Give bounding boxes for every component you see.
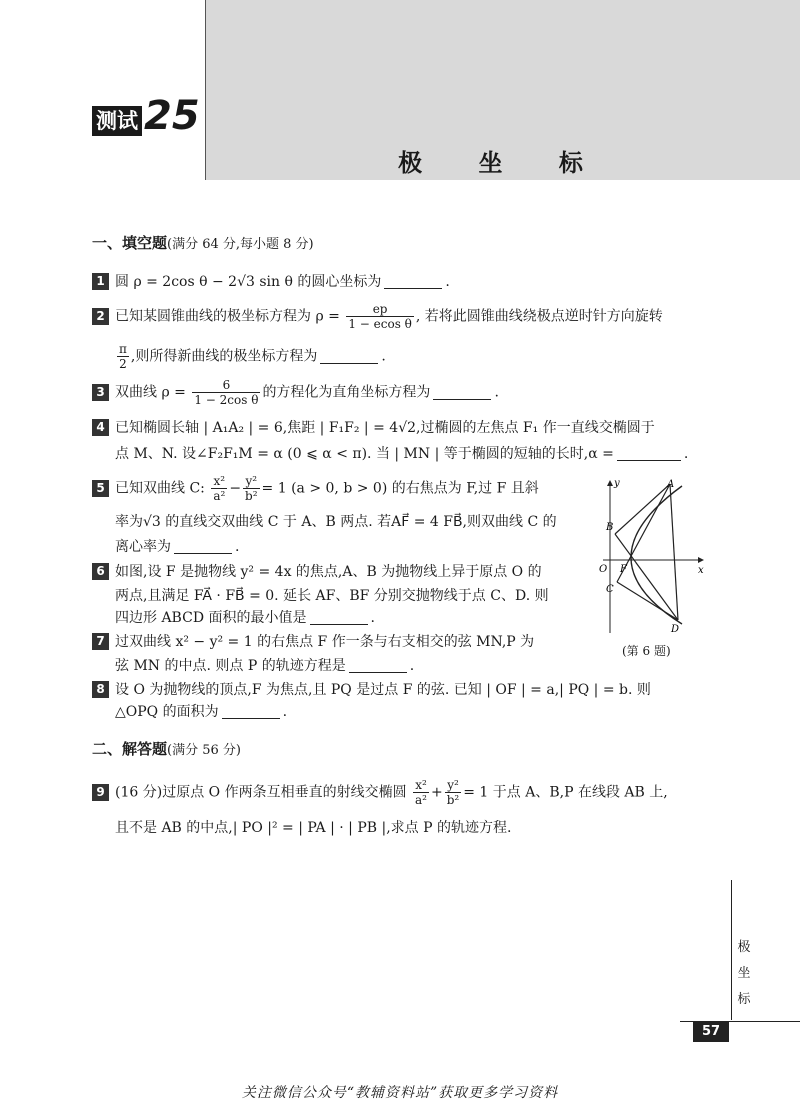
punct: .	[370, 610, 375, 626]
test-number: 25	[144, 93, 200, 139]
question-text: 设 O 为抛物线的顶点,F 为焦点,且 PQ 是过点 F 的弦. 已知 | OF | = a,| PQ | = b. 则	[115, 682, 651, 698]
punct: .	[282, 704, 288, 720]
answer-blank[interactable]	[320, 349, 378, 364]
label-F: F	[620, 564, 627, 575]
sidebar-char: 极	[737, 940, 751, 955]
frac-num: y²	[445, 778, 462, 793]
fraction	[346, 302, 414, 331]
question-4	[92, 418, 655, 438]
fraction	[445, 778, 462, 807]
question-text: 且不是 AB 的中点,| PO |² = | PA | · | PB |,求点 P 的轨迹方程.	[115, 820, 512, 836]
question-1	[92, 272, 450, 292]
question-number: 5	[92, 480, 109, 497]
question-text: 两点,且满足 FA⃗ · FB⃗ = 0. 延长 AF、BF 分别交抛物线于点 C、D. 则	[115, 588, 549, 604]
question-text: 率为√3 的直线交双曲线 C 于 A、B 两点. 若AF⃗ = 4 FB⃗,则双曲线 C 的	[115, 514, 557, 530]
punct: .	[235, 539, 240, 555]
label-C: C	[606, 584, 614, 595]
figure-caption: (第 6 题)	[622, 644, 671, 658]
section1-note: (满分 64 分,每小题 8 分)	[167, 237, 314, 252]
fraction	[117, 342, 129, 371]
frac-den: b²	[446, 793, 460, 807]
punct: .	[683, 446, 689, 462]
fraction	[192, 378, 260, 407]
section2-title: 二、解答题	[92, 740, 168, 758]
sidebar-char: 标	[737, 992, 751, 1007]
question-number: 3	[92, 384, 109, 401]
page-title: 极 坐 标	[398, 149, 607, 177]
answer-blank[interactable]	[384, 274, 442, 289]
question-text: 已知椭圆长轴 | A₁A₂ | = 6,焦距 | F₁F₂ | = 4√2,过椭圆的左焦点 F₁ 作一直线交椭圆于	[115, 420, 655, 436]
question-text: 已知双曲线 C:	[115, 480, 205, 497]
fraction	[243, 474, 260, 503]
question-6-line3	[115, 608, 375, 628]
parabola-figure	[598, 478, 708, 638]
frac-den: b²	[245, 489, 258, 503]
question-text: ,则所得新曲线的极坐标方程为	[130, 348, 318, 365]
x-axis-arrow	[698, 557, 704, 563]
question-number: 6	[92, 563, 109, 580]
frac-den: 2	[119, 357, 127, 371]
sidebar-tag	[733, 935, 755, 1013]
fraction	[413, 778, 429, 807]
question-text: 圆 ρ = 2cos θ − 2√3 sin θ 的圆心坐标为	[115, 274, 382, 290]
question-2	[92, 302, 663, 331]
test-label	[92, 93, 200, 139]
question-text: , 若将此圆锥曲线绕极点逆时针方向旋转	[415, 308, 663, 325]
frac-num: y²	[243, 474, 260, 489]
question-text: 离心率为	[115, 539, 171, 555]
question-8-line2	[115, 702, 287, 722]
question-text: = 1 (a > 0, b > 0) 的右焦点为 F,过 F 且斜	[261, 480, 539, 497]
question-9-line2	[115, 818, 511, 838]
frac-num: x²	[211, 474, 227, 489]
question-text: △OPQ 的面积为	[115, 704, 219, 720]
question-6-line2	[115, 586, 549, 606]
frac-num: π	[119, 342, 127, 356]
frac-den: 1 − ecos θ	[348, 317, 412, 331]
sidebar-char: 坐	[737, 966, 751, 981]
punct: .	[381, 348, 386, 365]
frac-den: a²	[415, 793, 427, 807]
question-text: 已知某圆锥曲线的极坐标方程为 ρ =	[115, 308, 340, 325]
fraction	[211, 474, 227, 503]
label-B: B	[606, 522, 614, 533]
question-number: 8	[92, 681, 109, 698]
question-6	[92, 562, 542, 582]
section1-title: 一、填空题	[92, 234, 168, 252]
frac-num: 6	[192, 378, 260, 393]
question-text: 点 M、N. 设∠F₂F₁M = α (0 ⩽ α < π). 当 | MN | 等于椭圆的短轴的长时,α =	[115, 446, 614, 462]
question-text: 如图,设 F 是抛物线 y² = 4x 的焦点,A、B 为抛物线上异于原点 O 的	[115, 564, 542, 580]
question-text: 四边形 ABCD 面积的最小值是	[115, 610, 307, 626]
question-7	[92, 632, 534, 652]
frac-num: ep	[346, 302, 414, 317]
footer-note: 关注微信公众号“教辅资料站”获取更多学习资料	[241, 1085, 559, 1101]
question-number: 4	[92, 419, 109, 436]
question-7-line2	[115, 656, 414, 676]
frac-num: x²	[413, 778, 429, 793]
operator: +	[431, 784, 443, 801]
page-number: 57	[693, 1022, 729, 1042]
y-axis-arrow	[607, 480, 613, 486]
answer-blank[interactable]	[222, 704, 280, 719]
answer-blank[interactable]	[174, 539, 232, 554]
frac-den: a²	[213, 489, 226, 503]
label-D: D	[671, 624, 680, 635]
punct: .	[494, 384, 499, 401]
question-5-line3	[115, 537, 239, 557]
side-CD	[617, 582, 678, 620]
operator: −	[229, 480, 242, 497]
question-9	[92, 778, 668, 807]
question-text: 弦 MN 的中点. 则点 P 的轨迹方程是	[115, 658, 346, 674]
sidebar-rule	[731, 880, 732, 1020]
punct: .	[445, 274, 450, 290]
chord-BD	[615, 534, 678, 620]
label-O: O	[599, 564, 608, 575]
answer-blank[interactable]	[310, 610, 368, 625]
question-3	[92, 378, 499, 407]
question-number: 1	[92, 273, 109, 290]
label-y: y	[614, 478, 620, 489]
question-text: (16 分)过原点 O 作两条互相垂直的射线交椭圆	[115, 784, 407, 801]
question-2-line2	[115, 342, 386, 371]
question-4-line2	[115, 444, 688, 464]
side-AB	[615, 484, 670, 534]
label-A: A	[667, 479, 675, 490]
test-word: 测试	[92, 106, 142, 136]
question-text: 双曲线 ρ =	[115, 384, 186, 401]
question-5-line2	[115, 512, 557, 532]
answer-blank[interactable]	[433, 385, 491, 400]
label-x: x	[698, 565, 704, 576]
section2-note: (满分 56 分)	[167, 743, 241, 758]
punct: .	[409, 658, 415, 674]
answer-blank[interactable]	[617, 446, 681, 461]
question-number: 2	[92, 308, 109, 325]
frac-den: 1 − 2cos θ	[194, 393, 259, 407]
question-5	[92, 474, 539, 503]
section2-heading	[92, 738, 241, 759]
question-text: 过双曲线 x² − y² = 1 的右焦点 F 作一条与右支相交的弦 MN,P 为	[115, 634, 535, 650]
question-number: 7	[92, 633, 109, 650]
question-text: 的方程化为直角坐标方程为	[262, 384, 431, 401]
question-number: 9	[92, 784, 109, 801]
question-8	[92, 680, 651, 700]
side-AD	[670, 484, 678, 620]
section1-heading	[92, 232, 314, 253]
question-text: = 1 于点 A、B,P 在线段 AB 上,	[463, 784, 668, 801]
answer-blank[interactable]	[349, 658, 407, 673]
